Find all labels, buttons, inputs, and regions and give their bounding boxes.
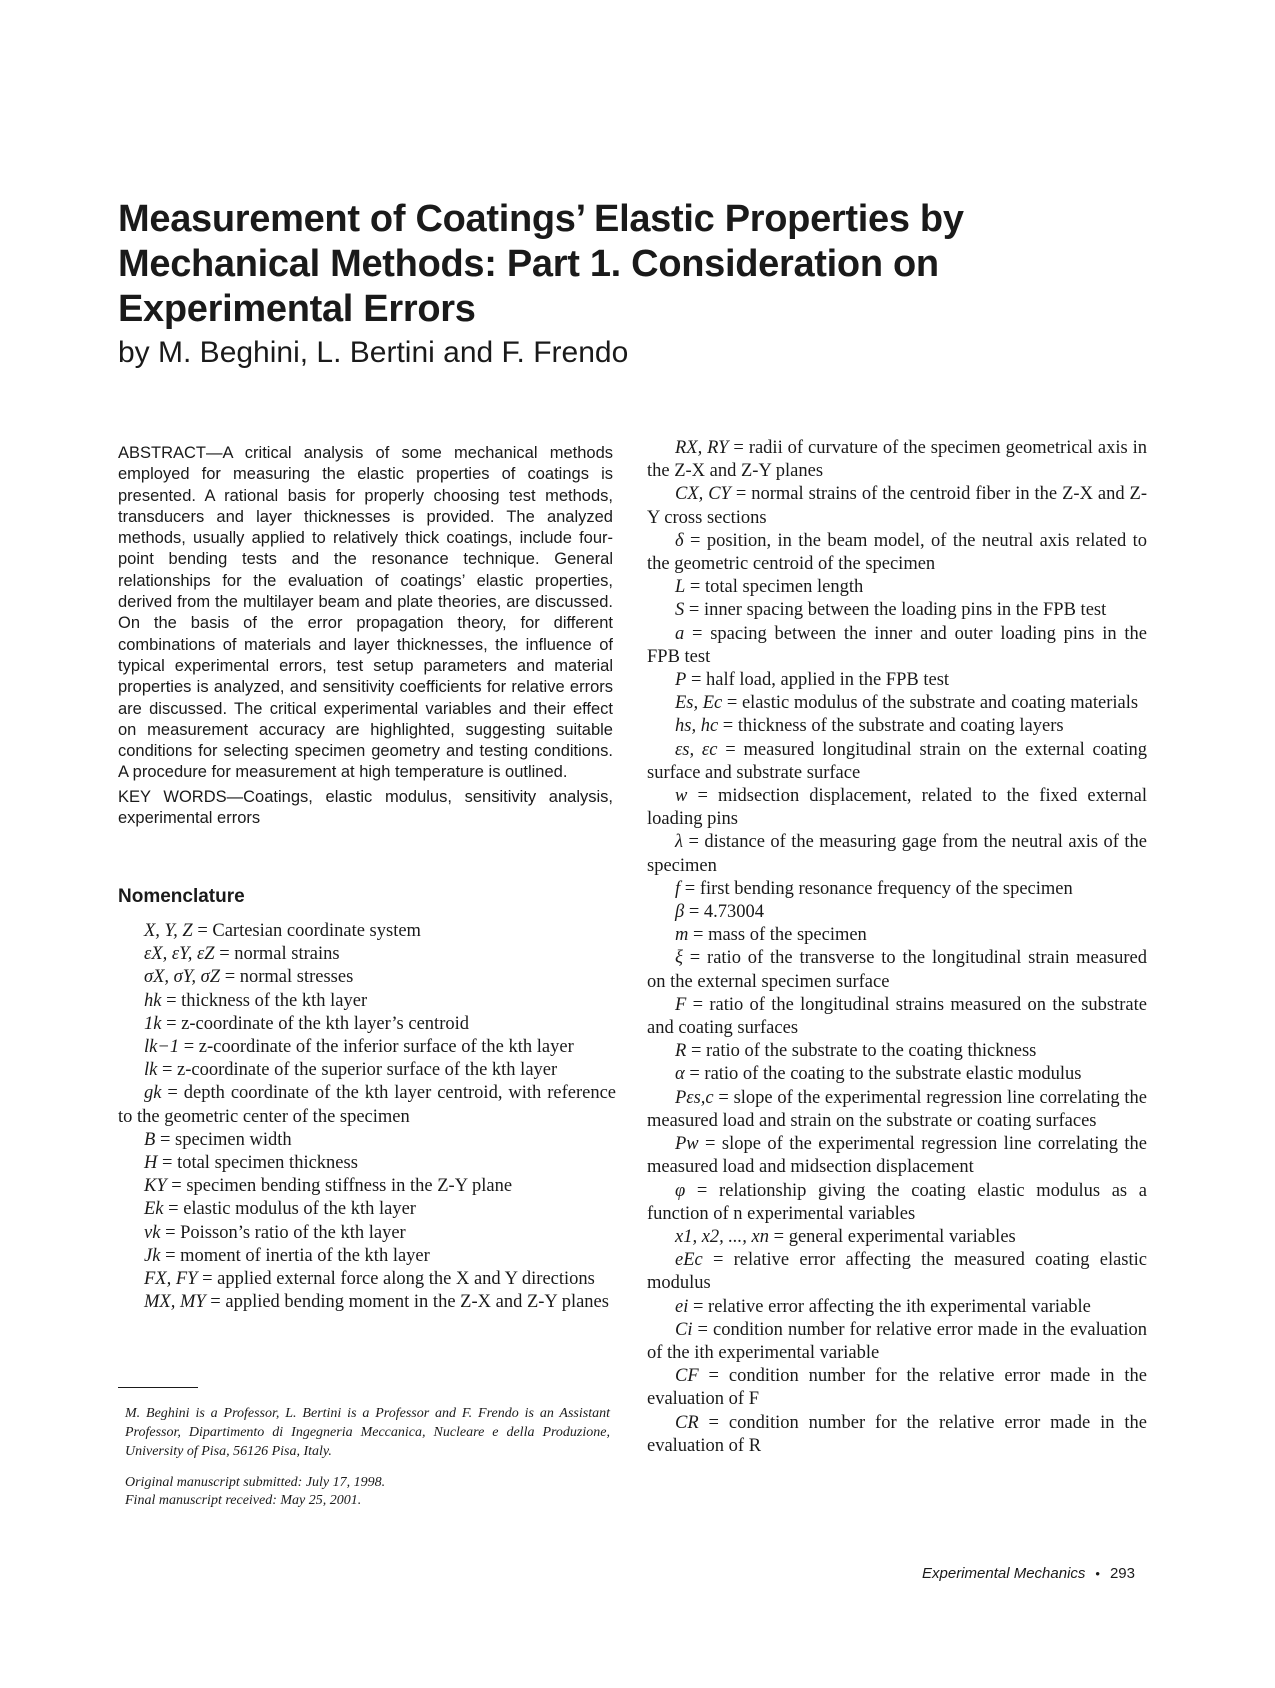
nomenclature-definition: elastic modulus of the kth layer (183, 1199, 416, 1220)
nomenclature-entry: εs, εc = measured longitudinal strain on the external coating surface and substrate surface (647, 739, 1148, 783)
nomenclature-entry: Es, Ec = elastic modulus of the substrate and coating materials (675, 693, 1139, 714)
nomenclature-symbol: Ci (675, 1319, 693, 1340)
nomenclature-symbol: hs, hc (675, 716, 719, 737)
nomenclature-symbol: RX, RY (675, 438, 729, 458)
nomenclature-definition: distance of the measuring gage from the neutral axis of the specimen (647, 832, 1147, 876)
nomenclature-definition: measured longitudinal strain on the external coating surface and substrate surface (647, 739, 1148, 783)
nomenclature-definition: mass of the specimen (708, 925, 867, 946)
nomenclature-symbol: m (675, 925, 689, 946)
nomenclature-definition: normal strains of the centroid fiber in the Z-X and Z-Y cross sections (647, 484, 1148, 528)
nomenclature-definition: Poisson’s ratio of the kth layer (180, 1222, 406, 1243)
nomenclature-symbol: Jk (144, 1245, 161, 1266)
nomenclature-entry: H = total specimen thickness (144, 1153, 358, 1174)
nomenclature-symbol: X, Y, Z (144, 921, 193, 941)
nomenclature-entry: lk = z-coordinate of the superior surface of the kth layer (144, 1060, 558, 1081)
nomenclature-entry: lk−1 = z-coordinate of the inferior surface of the kth layer (144, 1037, 574, 1058)
nomenclature-symbol: a (675, 623, 685, 644)
nomenclature-entry: 1k = z-coordinate of the kth layer’s centroid (144, 1013, 469, 1034)
journal-name: Experimental Mechanics (922, 1565, 1086, 1582)
nomenclature-symbol: εs, εc (675, 739, 718, 760)
nomenclature-entry: CX, CY = normal strains of the centroid fiber in the Z-X and Z-Y cross sections (647, 484, 1148, 528)
nomenclature-symbol: λ (675, 832, 684, 853)
nomenclature-definition: ratio of the substrate to the coating thickness (706, 1041, 1037, 1062)
nomenclature-symbol: ei (675, 1296, 689, 1317)
nomenclature-definition: Cartesian coordinate system (212, 921, 421, 941)
bullet-separator: • (1095, 1566, 1100, 1581)
manuscript-dates (125, 1474, 610, 1510)
nomenclature-entry: L = total specimen length (675, 577, 864, 598)
nomenclature-definition: slope of the experimental regression line correlating the measured load and strain on the substrate or coating surfaces (647, 1087, 1147, 1131)
nomenclature-entry: φ = relationship giving the coating elastic modulus as a function of n experimental variables (647, 1180, 1148, 1224)
nomenclature-entry: eEc = relative error affecting the measured coating elastic modulus (647, 1250, 1147, 1294)
nomenclature-definition: relative error affecting the measured coating elastic modulus (647, 1250, 1147, 1294)
nomenclature-entry: F = ratio of the longitudinal strains measured on the substrate and coating surfaces (647, 994, 1147, 1039)
nomenclature-entry: hs, hc = thickness of the substrate and coating layers (675, 716, 1064, 737)
nomenclature-symbol: Pεs,c (675, 1087, 714, 1108)
nomenclature-definition: applied bending moment in the Z-X and Z-Y planes (225, 1292, 609, 1313)
nomenclature-definition: midsection displacement, related to the fixed external loading pins (647, 786, 1148, 830)
nomenclature-symbol: hk (144, 990, 162, 1011)
nomenclature-entry: m = mass of the specimen (675, 925, 867, 946)
nomenclature-definition: thickness of the substrate and coating layers (737, 716, 1064, 737)
nomenclature-entry: Ci = condition number for relative error made in the evaluation of the ith experimental variable (647, 1319, 1147, 1363)
abstract: ABSTRACT—A critical analysis of some mechanical methods employed for measuring the elastic properties of coatings is presented. A rational basis for properly choosing test methods, transducers and layer thicknesses is provided. The analyzed methods, usually applied to relatively thick coatings, include four-point bending tests and the resonance technique. General relationships for the evaluation of coatings’ elastic properties, derived from the multilayer beam and plate theories, are discussed. On the basis of the error propagation theory, for different combinations of materials and layer thicknesses, the influence of typical experimental errors, test setup parameters and material properties is analyzed, and sensitivity coefficients for relative errors are discussed. The critical experimental variables and their effect on measurement accuracy are highlighted, suggesting suitable conditions for selecting specimen geometry and testing conditions. A procedure for measurement at high temperature is outlined. (118, 444, 613, 782)
nomenclature-entry: hk = thickness of the kth layer (144, 990, 368, 1011)
nomenclature-definition: ratio of the transverse to the longitudinal strain measured on the external specimen surface (647, 948, 1148, 992)
nomenclature-definition: condition number for the relative error made in the evaluation of F (647, 1366, 1147, 1410)
nomenclature-definition: ratio of the coating to the substrate elastic modulus (704, 1064, 1082, 1085)
received-date: Final manuscript received: May 25, 2001. (125, 1493, 362, 1508)
nomenclature-entry: P = half load, applied in the FPB test (675, 670, 950, 691)
nomenclature-entry: RX, RY = radii of curvature of the specimen geometrical axis in the Z-X and Z-Y planes (647, 438, 1148, 482)
nomenclature-entry: X, Y, Z = Cartesian coordinate system (144, 921, 421, 941)
nomenclature-definition: thickness of the kth layer (181, 990, 368, 1011)
nomenclature-definition: applied external force along the X and Y directions (217, 1269, 595, 1290)
nomenclature-symbol: KY (144, 1176, 167, 1197)
nomenclature-symbol: R (675, 1041, 687, 1062)
nomenclature-symbol: x1, x2, ..., xn (675, 1226, 770, 1247)
nomenclature-entry: gk = depth coordinate of the kth layer centroid, with reference to the geometric center of the specimen (118, 1083, 616, 1127)
nomenclature-entry: a = spacing between the inner and outer loading pins in the FPB test (647, 623, 1147, 667)
nomenclature-entry: w = midsection displacement, related to the fixed external loading pins (647, 786, 1148, 830)
nomenclature-definition: half load, applied in the FPB test (706, 670, 950, 691)
nomenclature-definition: z-coordinate of the kth layer’s centroid (181, 1013, 469, 1034)
nomenclature-entry: δ = position, in the beam model, of the neutral axis related to the geometric centroid of the specimen (647, 530, 1147, 575)
nomenclature-symbol: lk−1 (144, 1037, 180, 1058)
nomenclature-definition: normal strains (234, 944, 340, 965)
nomenclature-symbol: β (675, 902, 685, 923)
nomenclature-symbol: MX, MY (144, 1292, 206, 1313)
nomenclature-definition: first bending resonance frequency of the specimen (699, 878, 1073, 899)
nomenclature-definition: inner spacing between the loading pins in the FPB test (703, 600, 1107, 621)
author-affiliation-footnote: M. Beghini is a Professor, L. Bertini is a Professor and F. Frendo is an Assistant Professor, Dipartimento di Ingegneria Meccanica, Nucleare e della Produzione, University of Pisa, 56126 Pisa, Italy. (125, 1406, 610, 1459)
nomenclature-symbol: eEc (675, 1250, 703, 1271)
keywords: KEY WORDS—Coatings, elastic modulus, sensitivity analysis, experimental errors (118, 788, 613, 828)
paper-title: Measurement of Coatings’ Elastic Properties by Mechanical Methods: Part 1. Consideration on Experimental Errors (118, 198, 964, 331)
page-footer (922, 1565, 1135, 1582)
nomenclature-definition: depth coordinate of the kth layer centroid, with reference to the geometric center of the specimen (118, 1083, 616, 1127)
nomenclature-entry: f = first bending resonance frequency of the specimen (675, 878, 1073, 899)
page-number: 293 (1109, 1565, 1135, 1582)
nomenclature-entry: ei = relative error affecting the ith experimental variable (675, 1296, 1091, 1317)
nomenclature-definition: specimen width (175, 1129, 292, 1150)
footnote-divider (118, 1387, 198, 1388)
nomenclature-definition: spacing between the inner and outer loading pins in the FPB test (647, 623, 1147, 667)
nomenclature-symbol: f (675, 878, 681, 899)
nomenclature-symbol: Es, Ec (675, 693, 723, 714)
nomenclature-symbol: P (675, 670, 687, 691)
nomenclature-definition: total specimen length (704, 577, 864, 598)
nomenclature-definition: z-coordinate of the inferior surface of the kth layer (198, 1037, 574, 1058)
nomenclature-definition: radii of curvature of the specimen geometrical axis in the Z-X and Z-Y planes (647, 438, 1148, 482)
nomenclature-symbol: Ek (144, 1199, 164, 1220)
nomenclature-list-right (647, 437, 1147, 1458)
nomenclature-definition: specimen bending stiffness in the Z-Y plane (186, 1176, 513, 1197)
nomenclature-symbol: CR (675, 1412, 699, 1433)
nomenclature-entry: x1, x2, ..., xn = general experimental variables (675, 1226, 1016, 1247)
nomenclature-entry: λ = distance of the measuring gage from the neutral axis of the specimen (647, 832, 1147, 876)
nomenclature-definition: elastic modulus of the substrate and coating materials (741, 693, 1139, 714)
nomenclature-symbol: CF (675, 1366, 699, 1387)
nomenclature-symbol: FX, FY (144, 1269, 198, 1290)
nomenclature-entry: α = ratio of the coating to the substrate elastic modulus (675, 1064, 1082, 1085)
nomenclature-symbol: Pw (675, 1134, 699, 1155)
nomenclature-symbol: νk (144, 1222, 161, 1243)
nomenclature-entry: β = 4.73004 (675, 902, 765, 923)
nomenclature-symbol: δ (675, 530, 684, 551)
nomenclature-entry: MX, MY = applied bending moment in the Z-X and Z-Y planes (144, 1292, 609, 1313)
nomenclature-entry: FX, FY = applied external force along the X and Y directions (144, 1269, 595, 1290)
nomenclature-entry: Pεs,c = slope of the experimental regression line correlating the measured load and strain on the substrate or coating surfaces (647, 1087, 1147, 1131)
nomenclature-symbol: 1k (144, 1013, 162, 1034)
nomenclature-entry: νk = Poisson’s ratio of the kth layer (144, 1222, 406, 1243)
nomenclature-entry: CR = condition number for the relative error made in the evaluation of R (647, 1412, 1147, 1456)
nomenclature-entry: R = ratio of the substrate to the coating thickness (675, 1041, 1037, 1062)
nomenclature-symbol: φ (675, 1180, 686, 1201)
nomenclature-definition: normal stresses (239, 967, 354, 988)
nomenclature-symbol: ξ (675, 948, 683, 969)
nomenclature-definition: relationship giving the coating elastic modulus as a function of n experimental variables (647, 1180, 1148, 1224)
nomenclature-definition: relative error affecting the ith experimental variable (708, 1296, 1091, 1317)
nomenclature-symbol: α (675, 1064, 685, 1085)
nomenclature-symbol: w (675, 786, 688, 807)
nomenclature-definition: general experimental variables (788, 1226, 1016, 1247)
nomenclature-entry: B = specimen width (144, 1129, 292, 1150)
paper-authors: by M. Beghini, L. Bertini and F. Frendo (118, 336, 629, 369)
nomenclature-symbol: CX, CY (675, 484, 731, 505)
nomenclature-list-left (118, 920, 616, 1314)
nomenclature-symbol: H (144, 1153, 158, 1174)
nomenclature-definition: slope of the experimental regression line correlating the measured load and midsection displacement (647, 1134, 1147, 1178)
nomenclature-entry: Pw = slope of the experimental regression line correlating the measured load and midsection displacement (647, 1134, 1147, 1178)
nomenclature-definition: condition number for the relative error made in the evaluation of R (647, 1412, 1147, 1456)
nomenclature-entry: εX, εY, εZ = normal strains (144, 944, 340, 965)
nomenclature-symbol: gk (144, 1083, 162, 1104)
nomenclature-heading: Nomenclature (118, 886, 245, 907)
nomenclature-symbol: L (675, 577, 686, 598)
nomenclature-definition: 4.73004 (703, 902, 765, 923)
nomenclature-entry: Ek = elastic modulus of the kth layer (144, 1199, 416, 1220)
nomenclature-symbol: F (675, 994, 687, 1015)
nomenclature-entry: Jk = moment of inertia of the kth layer (144, 1245, 430, 1266)
nomenclature-definition: ratio of the longitudinal strains measured on the substrate and coating surfaces (647, 994, 1147, 1039)
submitted-date: Original manuscript submitted: July 17, 1998. (125, 1475, 386, 1490)
nomenclature-definition: z-coordinate of the superior surface of the kth layer (177, 1060, 558, 1081)
nomenclature-symbol: S (675, 600, 685, 621)
nomenclature-symbol: lk (144, 1060, 158, 1081)
nomenclature-symbol: σX, σY, σZ (144, 967, 221, 988)
nomenclature-symbol: B (144, 1129, 156, 1150)
nomenclature-definition: total specimen thickness (177, 1153, 358, 1174)
nomenclature-entry: S = inner spacing between the loading pins in the FPB test (675, 600, 1107, 621)
nomenclature-entry: ξ = ratio of the transverse to the longitudinal strain measured on the external specimen surface (647, 948, 1148, 992)
nomenclature-entry: KY = specimen bending stiffness in the Z-Y plane (144, 1176, 513, 1197)
nomenclature-symbol: εX, εY, εZ (144, 944, 215, 965)
nomenclature-entry: CF = condition number for the relative error made in the evaluation of F (647, 1366, 1147, 1410)
nomenclature-entry: σX, σY, σZ = normal stresses (144, 967, 354, 988)
nomenclature-definition: condition number for relative error made in the evaluation of the ith experimental variable (647, 1319, 1147, 1363)
nomenclature-definition: moment of inertia of the kth layer (180, 1245, 430, 1266)
nomenclature-definition: position, in the beam model, of the neutral axis related to the geometric centroid of the specimen (647, 530, 1147, 575)
